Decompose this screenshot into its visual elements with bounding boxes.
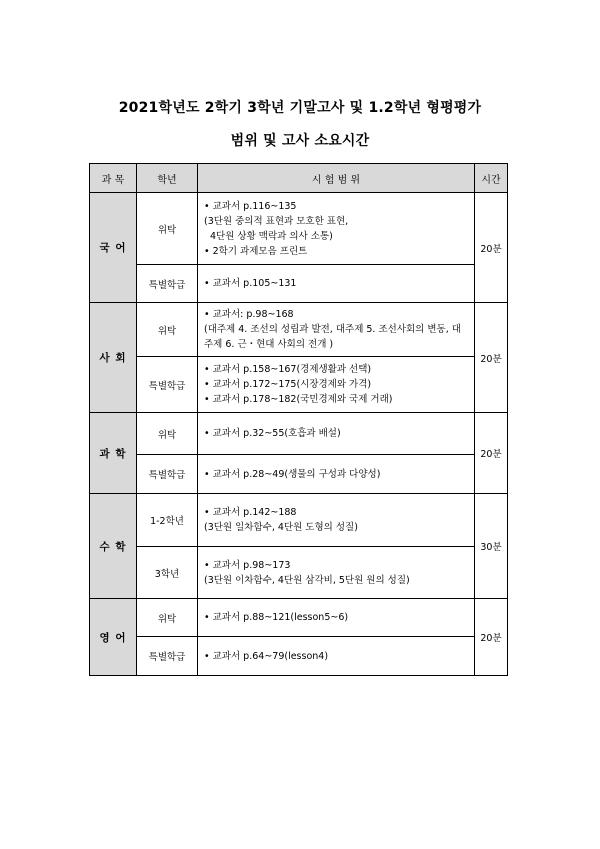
range-line: • 교과서 p.178~182(국민경제와 국제 거래) — [204, 394, 393, 405]
grade-cell: 특별학급 — [137, 637, 198, 676]
range-line: (3단원 일차함수, 4단원 도형의 성질) — [204, 522, 358, 533]
range-line: • 교과서 p.28~49(생물의 구성과 다양성) — [204, 468, 381, 480]
table-row — [90, 413, 508, 455]
grade-cell: 3학년 — [137, 547, 198, 599]
grade-cell: 특별학급 — [137, 265, 198, 303]
table-row — [90, 265, 508, 303]
range-cell — [198, 413, 475, 455]
grade-cell: 위탁 — [137, 413, 198, 455]
range-line: (3단원 중의적 표현과 모호한 표현, — [204, 215, 349, 227]
subject-cell: 수 학 — [90, 494, 137, 599]
range-line: • 교과서 p.158~167(경제생활과 선택) — [204, 364, 372, 375]
exam-schedule-table — [89, 163, 508, 676]
table-header-row — [90, 164, 508, 193]
grade-cell: 특별학급 — [137, 357, 198, 413]
table-row — [90, 357, 508, 413]
range-cell — [198, 547, 475, 599]
table-row — [90, 599, 508, 637]
range-cell — [198, 494, 475, 547]
range-line: • 2학기 과제모음 프린트 — [204, 245, 308, 257]
grade-cell: 위탁 — [137, 303, 198, 357]
subject-cell: 과 학 — [90, 413, 137, 494]
range-line: 4단원 상황 맥락과 의사 소통) — [210, 230, 333, 242]
header-subject: 과 목 — [90, 164, 137, 193]
range-line: • 교과서 p.32~55(호흡과 배설) — [204, 428, 341, 439]
subject-cell: 영 어 — [90, 599, 137, 676]
subject-cell: 사 회 — [90, 303, 137, 413]
range-line: • 교과서 p.172~175(시장경제와 가격) — [204, 379, 372, 390]
time-cell: 30분 — [475, 494, 508, 599]
grade-cell: 특별학급 — [137, 455, 198, 494]
header-range: 시 험 범 위 — [198, 164, 475, 193]
range-cell — [198, 265, 475, 303]
range-cell — [198, 637, 475, 676]
table-row — [90, 193, 508, 265]
time-cell: 20분 — [475, 303, 508, 413]
subject-cell: 국 어 — [90, 193, 137, 303]
header-grade: 학년 — [137, 164, 198, 193]
range-line: • 교과서 p.116~135 — [204, 200, 297, 212]
table-row — [90, 547, 508, 599]
document-subtitle: 범위 및 고사 소요시간 — [230, 133, 370, 149]
grade-cell: 1-2학년 — [137, 494, 198, 547]
range-line: (3단원 이차함수, 4단원 삼각비, 5단원 원의 성질) — [204, 574, 410, 586]
table-row — [90, 637, 508, 676]
table-row — [90, 303, 508, 357]
table-row — [90, 494, 508, 547]
range-line: • 교과서 p.142~188 — [204, 507, 297, 518]
time-cell: 20분 — [475, 599, 508, 676]
range-line: (대주제 4. 조선의 성립과 발전, 대주제 5. 조선사회의 변동, 대주제 6. 근・현대 사회의 전개 ) — [204, 324, 461, 350]
table-row — [90, 455, 508, 494]
range-cell — [198, 455, 475, 494]
header-time: 시간 — [475, 164, 508, 193]
time-cell: 20분 — [475, 413, 508, 494]
range-line: • 교과서: p.98~168 — [204, 309, 294, 320]
range-cell — [198, 599, 475, 637]
range-line: • 교과서 p.98~173 — [204, 559, 291, 571]
range-cell — [198, 193, 475, 265]
time-cell: 20분 — [475, 193, 508, 303]
grade-cell: 위탁 — [137, 193, 198, 265]
range-line: • 교과서 p.64~79(lesson4) — [204, 650, 329, 662]
range-cell — [198, 303, 475, 357]
range-cell — [198, 357, 475, 413]
document-title: 2021학년도 2학기 3학년 기말고사 및 1.2학년 형평평가 — [118, 100, 482, 116]
range-line: • 교과서 p.88~121(lesson5~6) — [204, 612, 349, 623]
range-line: • 교과서 p.105~131 — [204, 278, 297, 289]
grade-cell: 위탁 — [137, 599, 198, 637]
